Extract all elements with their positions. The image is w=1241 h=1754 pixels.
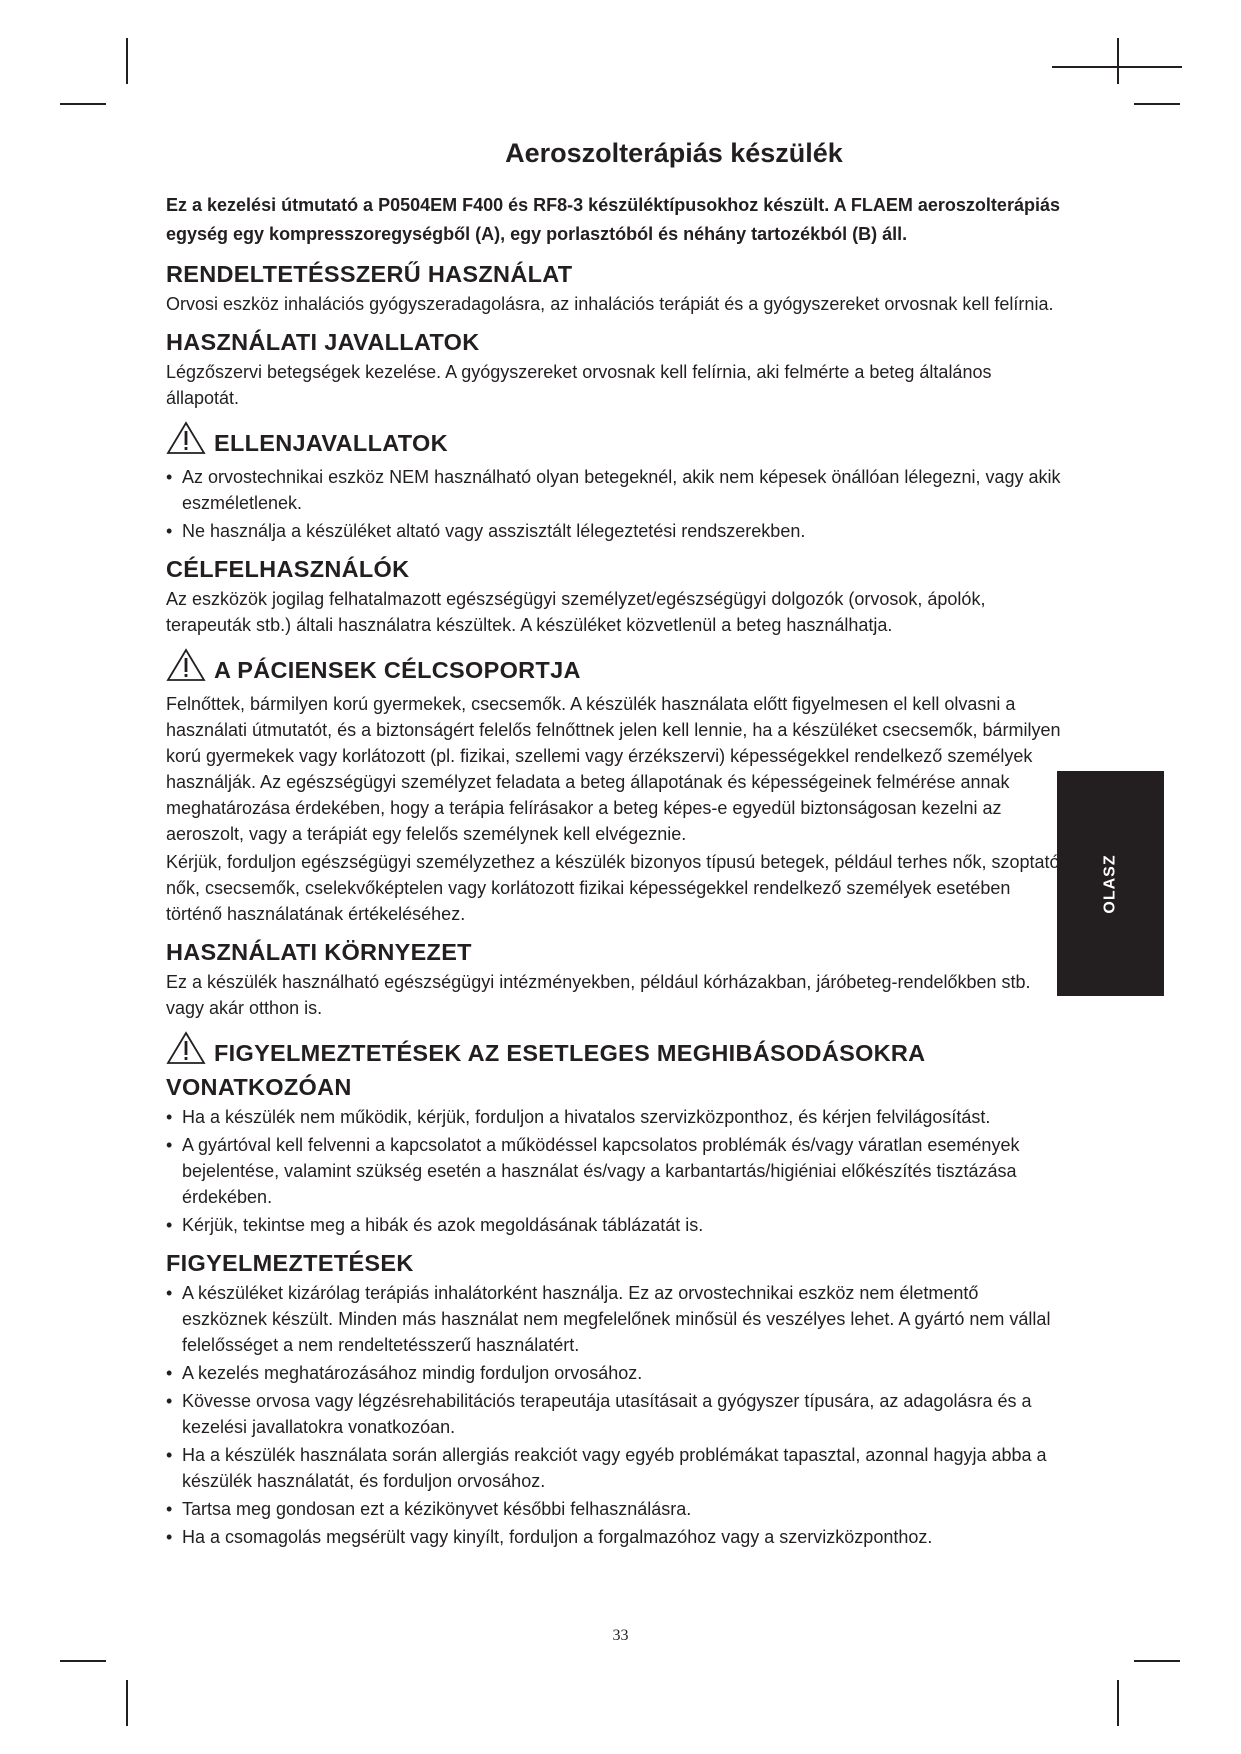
warning-triangle-icon [166,1031,206,1072]
environment-text: Ez a készülék használható egészségügyi intézményekben, például kórházakban, járóbeteg-rendelőkben stb. vagy akár otthon is. [166,972,1031,1018]
malfunctions-heading [166,1031,1066,1102]
intended-use-text: Orvosi eszköz inhalációs gyógyszeradagolásra, az inhalációs terápiát és a gyógyszereket orvosnak kell felírnia. [166,294,1054,314]
list-item: • Kövesse orvosa vagy légzésrehabilitációs terapeutája utasításait a gyógyszer típusára, az adagolásra és a kezelési javallatokra vonatkozóan. [166,1388,1066,1440]
list-item: • Kérjük, tekintse meg a hibák és azok megoldásának táblázatát is. [166,1212,1066,1238]
indications-heading: HASZNÁLATI JAVALLATOK [166,329,480,355]
patients-text-1: Felnőttek, bármilyen korú gyermekek, csecsemők. A készülék használata előtt figyelmesen el kell olvasni a használati útmutatót, és a biztonságért felelős felnőttnek jelen kell lennie, ha a készüléket csecsemők, bármilyen korú gyermekek vagy korlátozott (pl. fizikai, szellemi vagy érzékszervi) képességekkel rendelkező személyek használják. Az egészségügyi személyzet feladata a beteg állapotának és képességeinek felmérése annak meghatározása érdekében, hogy a terápia felírásakor a beteg képes-e egyedül biztonságosan kezelni az aeroszolt, vagy a terápiát egy felelős személynek kell elvégeznie. [166,694,1061,844]
language-side-tab [1057,771,1164,996]
environment-heading: HASZNÁLATI KÖRNYEZET [166,939,472,965]
crop-mark [1117,38,1119,84]
language-tab-label: OLASZ [1101,853,1119,914]
list-item: • Ha a készülék használata során allergiás reakciót vagy egyéb problémákat tapasztal, azonnal hagyja abba a készülék használatát, és forduljon orvosához. [166,1442,1066,1494]
users-heading: CÉLFELHASZNÁLÓK [166,556,410,582]
page-number: 33 [612,1627,629,1644]
intro-paragraph: Ez a kezelési útmutató a P0504EM F400 és RF8-3 készüléktípusokhoz készült. A FLAEM aeroszolterápiás egység egy kompresszoregységből (A), egy porlasztóból és néhány tartozékból (B) áll. [166,195,1060,244]
crop-mark [126,1680,128,1726]
patients-text-2: Kérjük, forduljon egészségügyi személyzethez a készülék bizonyos típusú betegek, például terhes nők, szoptató nők, csecsemők, cselekvőképtelen vagy korlátozott fizikai képességekkel rendelkező személyek esetében történő használatának értékeléséhez. [166,852,1060,924]
crop-mark [1134,1660,1180,1662]
crop-mark [1052,66,1182,68]
contraindications-heading [166,421,1066,462]
list-item: • A gyártóval kell felvenni a kapcsolatot a működéssel kapcsolatos problémák és/vagy váratlan események bejelentése, valamint szükség esetén a használat és/vagy a karbantartás/higiéniai előkészítés tisztázása érdekében. [166,1132,1066,1210]
malfunctions-list [166,1104,1066,1238]
contraindications-heading-text: ELLENJAVALLATOK [214,430,448,456]
list-item: • Tartsa meg gondosan ezt a kézikönyvet későbbi felhasználásra. [166,1496,1066,1522]
warning-triangle-icon [166,421,206,462]
warnings-list [166,1280,1066,1550]
warning-triangle-icon [166,648,206,689]
crop-mark [1134,103,1180,105]
list-item: • A készüléket kizárólag terápiás inhalátorként használja. Ez az orvostechnikai eszköz nem életmentő eszköznek készült. Minden más használat nem megfelelőnek minősül és veszélyes lehet. A gyártó nem vállal felelősséget a nem rendeltetésszerű használatért. [166,1280,1066,1358]
crop-mark [1117,1680,1119,1726]
list-item: • Ha a készülék nem működik, kérjük, forduljon a hivatalos szervizközponthoz, és kérjen felvilágosítást. [166,1104,1066,1130]
intended-use-heading: RENDELTETÉSSZERŰ HASZNÁLAT [166,261,573,287]
crop-mark [60,103,106,105]
page-content [166,138,1066,1552]
list-item: • Ha a csomagolás megsérült vagy kinyílt, forduljon a forgalmazóhoz vagy a szervizközponthoz. [166,1524,1066,1550]
users-text: Az eszközök jogilag felhatalmazott egészségügyi személyzet/egészségügyi dolgozók (orvosok, ápolók, terapeuták stb.) általi használatra készültek. A készüléket közvetlenül a beteg használhatja. [166,589,986,635]
malfunctions-heading-text: FIGYELMEZTETÉSEK AZ ESETLEGES MEGHIBÁSODÁSOKRA VONATKOZÓAN [166,1040,925,1100]
warnings-heading: FIGYELMEZTETÉSEK [166,1250,414,1276]
patients-heading-text: A PÁCIENSEK CÉLCSOPORTJA [214,657,581,683]
crop-mark [126,38,128,84]
list-item: • A kezelés meghatározásához mindig forduljon orvosához. [166,1360,1066,1386]
crop-mark [60,1660,106,1662]
list-item: • Ne használja a készüléket altató vagy asszisztált lélegeztetési rendszerekben. [166,518,1066,544]
contraindications-list [166,464,1066,544]
patients-heading [166,648,1066,689]
list-item: • Az orvostechnikai eszköz NEM használható olyan betegeknél, akik nem képesek önállóan lélegezni, vagy akik eszméletlenek. [166,464,1066,516]
page-title: Aeroszolterápiás készülék [505,138,843,168]
indications-text: Légzőszervi betegségek kezelése. A gyógyszereket orvosnak kell felírnia, aki felmérte a beteg általános állapotát. [166,362,992,408]
